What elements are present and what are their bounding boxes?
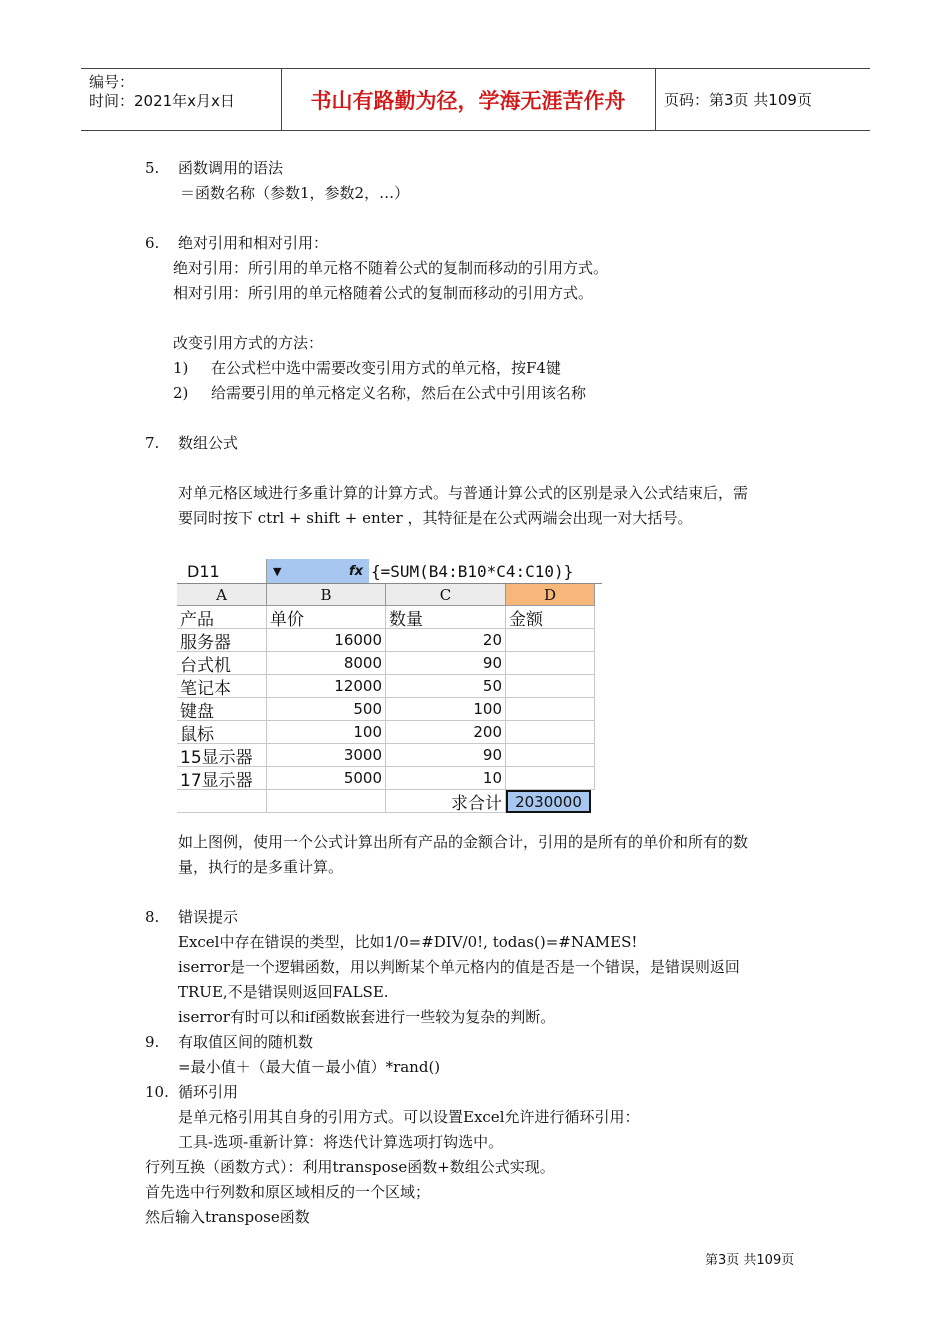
paragraph-line: Excel中存在错误的类型，比如1/0=#DIV/0!, todas()=#NAMES!: [178, 933, 638, 951]
formula-bar: [177, 559, 602, 584]
paragraph-line: 行列互换（函数方式）：利用transpose函数+数组公式实现。: [145, 1158, 555, 1176]
header-motto: 书山有路勤为径，学海无涯苦作舟: [310, 88, 626, 113]
paragraph-line: 要同时按下 ctrl + shift + enter ，其特征是在公式两端会出现一对大括号。: [178, 509, 693, 527]
table-cell[interactable]: 100: [386, 698, 506, 721]
paragraph-line: iserror是一个逻辑函数，用以判断某个单元格内的值是否是一个错误，是错误则返回: [178, 958, 740, 976]
column-header-a[interactable]: A: [177, 584, 267, 606]
column-header-d[interactable]: D: [506, 584, 595, 606]
paragraph-line: 工具-选项-重新计算：将迭代计算选项打钩选中。: [178, 1133, 504, 1151]
section-title: 数组公式: [178, 434, 239, 452]
list-number: 2): [173, 384, 189, 402]
table-cell[interactable]: [506, 652, 595, 675]
table-cell[interactable]: 笔记本: [177, 675, 267, 698]
table-cell[interactable]: [506, 698, 595, 721]
paragraph-line: 量，执行的是多重计算。: [178, 858, 344, 876]
page-footer: 第3页 共109页: [705, 1253, 795, 1268]
fx-icon[interactable]: fx: [343, 559, 369, 583]
name-box[interactable]: D11: [177, 559, 267, 583]
table-cell[interactable]: 10: [386, 767, 506, 790]
table-cell[interactable]: 5000: [267, 767, 386, 790]
table-cell[interactable]: [506, 721, 595, 744]
section-title: 错误提示: [178, 908, 239, 926]
table-cell[interactable]: 90: [386, 652, 506, 675]
table-cell[interactable]: 20: [386, 629, 506, 652]
list-number: 1): [173, 359, 189, 377]
table-cell[interactable]: 16000: [267, 629, 386, 652]
table-cell[interactable]: 台式机: [177, 652, 267, 675]
name-box-dropdown[interactable]: [267, 559, 343, 583]
header-meta: [89, 73, 235, 111]
page-header: [81, 68, 870, 131]
section-number: 10.: [145, 1083, 169, 1101]
section-title: 循环引用: [178, 1083, 239, 1101]
list-item: 给需要引用的单元格定义名称，然后在公式中引用该名称: [211, 384, 587, 402]
total-value-cell[interactable]: 2030000: [506, 790, 591, 813]
table-cell[interactable]: 500: [267, 698, 386, 721]
table-cell[interactable]: [506, 744, 595, 767]
header-cell[interactable]: 单价: [267, 606, 386, 629]
section-number: 6.: [145, 234, 160, 252]
column-header-b[interactable]: B: [267, 584, 386, 606]
table-cell[interactable]: [506, 675, 595, 698]
table-cell[interactable]: 17显示器: [177, 767, 267, 790]
table-cell[interactable]: 键盘: [177, 698, 267, 721]
paragraph-line: 改变引用方式的方法：: [173, 334, 324, 352]
formula-text[interactable]: {=SUM(B4:B10*C4:C10)}: [371, 561, 574, 581]
table-cell[interactable]: 服务器: [177, 629, 267, 652]
table-cell[interactable]: 8000: [267, 652, 386, 675]
paragraph-line: 相对引用：所引用的单元格随着公式的复制而移动的引用方式。: [173, 284, 594, 302]
paragraph-line: 首先选中行列数和原区域相反的一个区域；: [145, 1183, 431, 1201]
table-cell[interactable]: 12000: [267, 675, 386, 698]
date-label: 时间：2021年x月x日: [89, 92, 235, 110]
paragraph-line: =最小值＋（最大值－最小值）*rand(): [178, 1058, 441, 1076]
table-cell[interactable]: 100: [267, 721, 386, 744]
paragraph-line: 是单元格引用其自身的引用方式。可以设置Excel允许进行循环引用：: [178, 1108, 640, 1126]
table-cell[interactable]: 鼠标: [177, 721, 267, 744]
paragraph-line: 如上图例，使用一个公式计算出所有产品的金额合计，引用的是所有的单价和所有的数: [178, 833, 749, 851]
paragraph-line: ＝函数名称（参数1，参数2，…）: [180, 184, 410, 202]
header-page-label: 页码：第3页 共109页: [664, 91, 812, 109]
serial-label: 编号：: [89, 73, 135, 91]
section-number: 9.: [145, 1033, 160, 1051]
header-cell[interactable]: 产品: [177, 606, 267, 629]
table-cell[interactable]: [506, 767, 595, 790]
paragraph-line: TRUE,不是错误则返回FALSE.: [178, 983, 389, 1001]
paragraph-line: 对单元格区域进行多重计算的计算方式。与普通计算公式的区别是录入公式结束后，需: [178, 484, 749, 502]
table-cell[interactable]: 90: [386, 744, 506, 767]
header-cell[interactable]: 数量: [386, 606, 506, 629]
section-title: 有取值区间的随机数: [178, 1033, 314, 1051]
table-cell[interactable]: 3000: [267, 744, 386, 767]
header-cell[interactable]: 金额: [506, 606, 595, 629]
spreadsheet-figure: [177, 559, 602, 818]
section-number: 7.: [145, 434, 160, 452]
table-cell[interactable]: 15显示器: [177, 744, 267, 767]
table-cell[interactable]: [267, 790, 386, 813]
section-title: 绝对引用和相对引用：: [178, 234, 329, 252]
section-number: 5.: [145, 159, 160, 177]
paragraph-line: iserror有时可以和if函数嵌套进行一些较为复杂的判断。: [178, 1008, 556, 1026]
chevron-down-icon: ▼: [273, 564, 282, 578]
total-label-cell[interactable]: 求合计: [386, 790, 506, 813]
table-cell[interactable]: 50: [386, 675, 506, 698]
table-cell[interactable]: [177, 790, 267, 813]
table-cell[interactable]: 200: [386, 721, 506, 744]
paragraph-line: 绝对引用：所引用的单元格不随着公式的复制而移动的引用方式。: [173, 259, 609, 277]
list-item: 在公式栏中选中需要改变引用方式的单元格，按F4键: [211, 359, 561, 377]
header-divider: [655, 69, 656, 130]
section-title: 函数调用的语法: [178, 159, 284, 177]
section-number: 8.: [145, 908, 160, 926]
paragraph-line: 然后输入transpose函数: [145, 1208, 310, 1226]
column-header-c[interactable]: C: [386, 584, 506, 606]
table-cell[interactable]: [506, 629, 595, 652]
